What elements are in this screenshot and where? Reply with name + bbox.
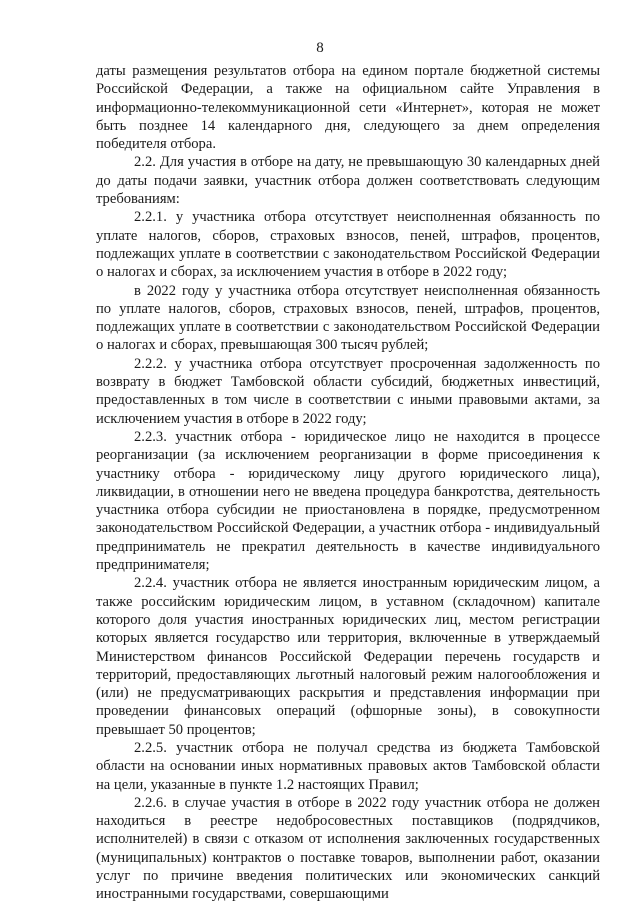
- paragraph-2-2-6: 2.2.6. в случае участия в отборе в 2022 году участник отбора не должен находиться в реестре недобросовестных поставщиков (подрядчиков, исполнителей) в связи с отказом от исполнения заключенных государственных (муниципальных) контрактов о поставке товаров, выполнении работ, оказании услуг по причине введения политических или экономических санкций иностранными государствами, совершающими: [96, 794, 600, 903]
- page-number: 8: [316, 40, 324, 56]
- paragraph-2-2-1: 2.2.1. у участника отбора отсутствует неисполненная обязанность по уплате налогов, сборов, страховых взносов, пеней, штрафов, процентов, подлежащих уплате в соответствии с законодательством Российской Федерации о налогах и сборах, за исключением участия в отборе в 2022 году;: [96, 209, 600, 281]
- paragraph-continuation: даты размещения результатов отбора на едином портале бюджетной системы Российской Федерации, а также на официальном сайте Управления в информационно-телекоммуникационной сети «Интернет», которая не может быть позднее 14 календарного дня, следующего за днем определения победителя отбора.: [96, 63, 600, 153]
- document-body: [96, 62, 600, 904]
- paragraph-2-2-4: 2.2.4. участник отбора не является иностранным юридическим лицом, а также российским юридическим лицом, в уставном (складочном) капитале которого доля участия иностранных юридических лиц, местом регистрации которых является государство или территория, включенные в утверждаемый Министерством финансов Российской Федерации перечень государств и территорий, предоставляющих льготный налоговый режим налогообложения и (или) не предусматривающих раскрытия и представления информации при проведении финансовых операций (офшорные зоны), в совокупности превышает 50 процентов;: [96, 575, 600, 738]
- paragraph-2-2: 2.2. Для участия в отборе на дату, не превышающую 30 календарных дней до даты подачи заявки, участник отбора должен соответствовать следующим требованиям:: [96, 154, 600, 208]
- paragraph-2-2-5: 2.2.5. участник отбора не получал средства из бюджета Тамбовской области на основании иных нормативных правовых актов Тамбовской области на цели, указанные в пункте 1.2 настоящих Правил;: [96, 739, 600, 793]
- paragraph-2-2-2: 2.2.2. у участника отбора отсутствует просроченная задолженность по возврату в бюджет Тамбовской области субсидий, бюджетных инвестиций, предоставленных в том числе в соответствии с иными правовыми актами, за исключением участия в отборе в 2022 году;: [96, 355, 600, 427]
- paragraph-2022-exception: в 2022 году у участника отбора отсутствует неисполненная обязанность по уплате налогов, сборов, страховых взносов, пеней, штрафов, процентов, подлежащих уплате в соответствии с законодательством Российской Федерации о налогах и сборах, превышающая 300 тысяч рублей;: [96, 282, 600, 354]
- paragraph-2-2-3: 2.2.3. участник отбора - юридическое лицо не находится в процессе реорганизации (за исключением реорганизации в форме присоединения к участнику отбора - юридическому лицу другого юридического лица), ликвидации, в отношении него не введена процедура банкротства, деятельность участника отбора субсидии не приостановлена в порядке, предусмотренном законодательством Российской Федерации, а участник отбора - индивидуальный предприниматель не прекратил деятельность в качестве индивидуального предпринимателя;: [96, 428, 600, 574]
